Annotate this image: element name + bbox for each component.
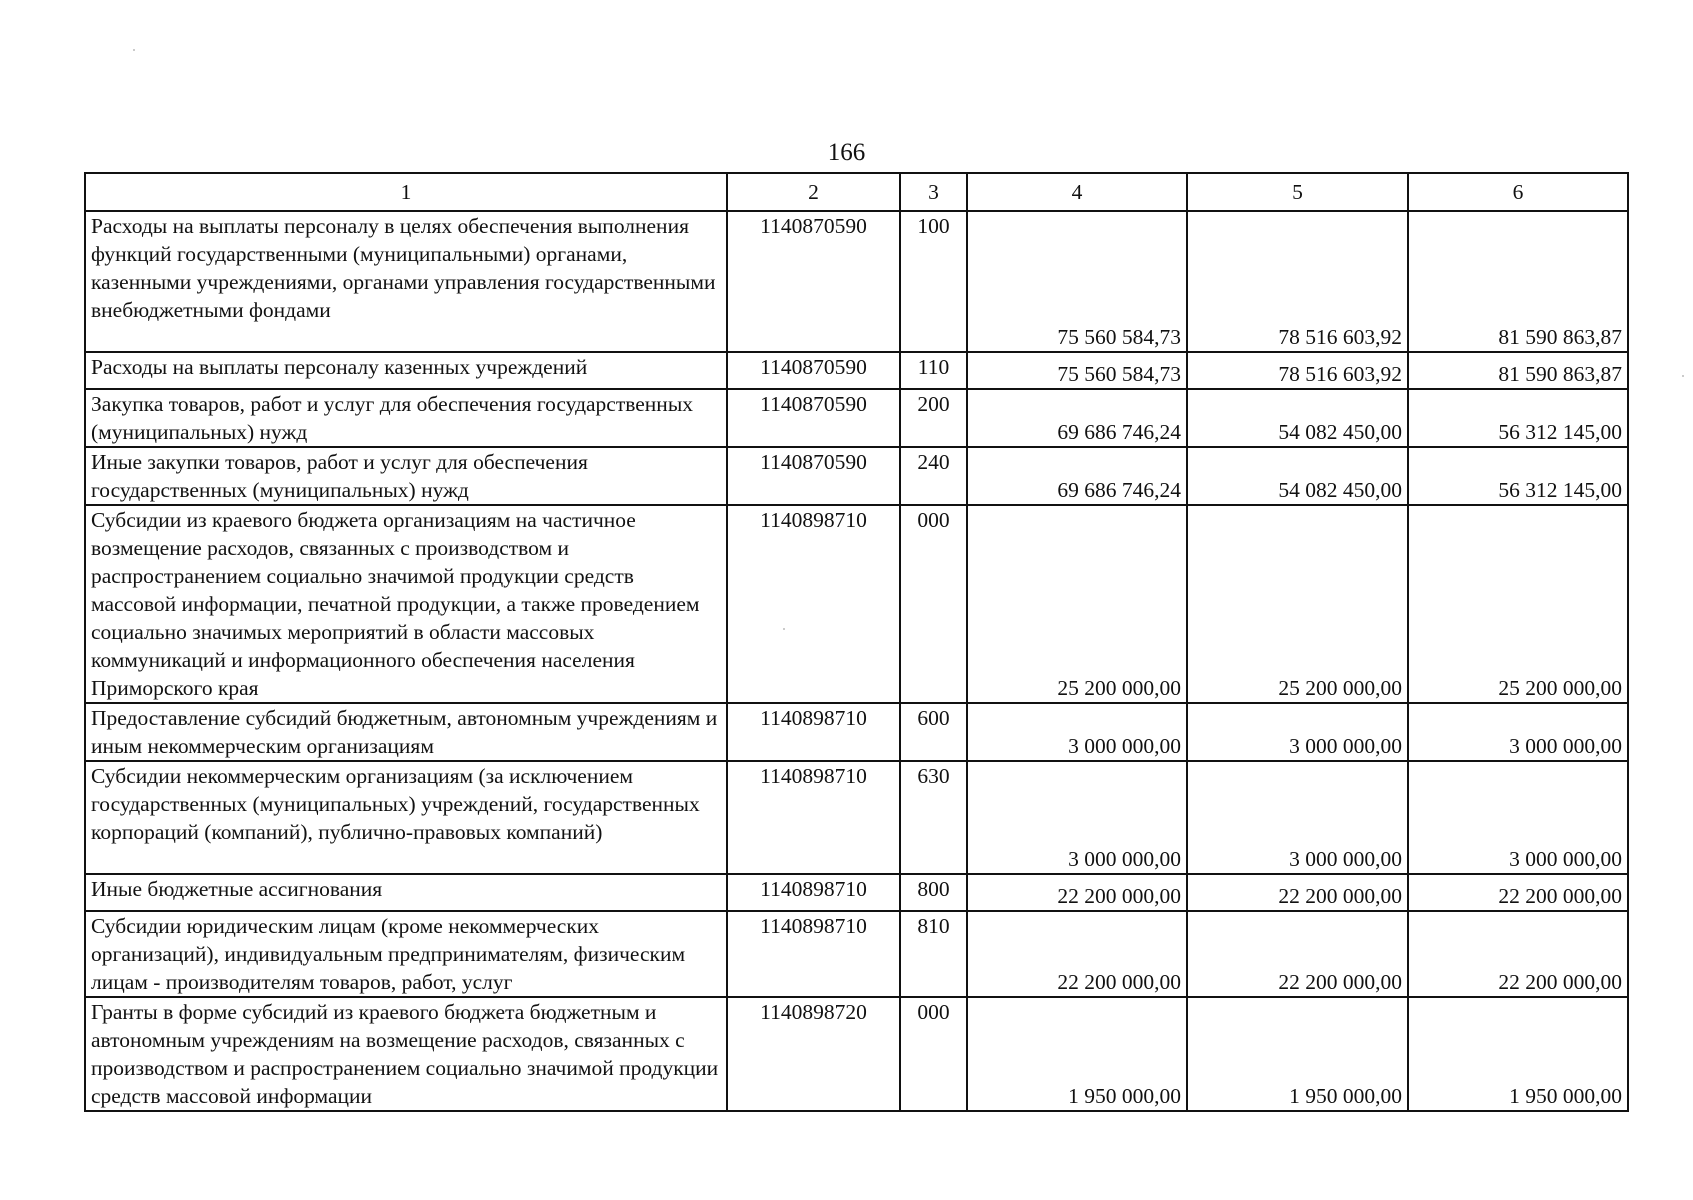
- expense-name-cell: Закупка товаров, работ и услуг для обеспечения государственных (муниципальных) нужд: [85, 389, 727, 447]
- amount-col5-cell: 25 200 000,00: [1187, 505, 1408, 703]
- table-row: [85, 211, 1628, 352]
- expense-type-cell: 240: [900, 447, 967, 505]
- expense-type-cell: 200: [900, 389, 967, 447]
- amount-col6-cell: 22 200 000,00: [1408, 911, 1628, 997]
- amount-col6-cell: 3 000 000,00: [1408, 761, 1628, 874]
- expense-type-cell: 110: [900, 352, 967, 389]
- target-code-cell: 1140870590: [727, 389, 900, 447]
- table-header-row: [85, 173, 1628, 211]
- column-header: 2: [727, 173, 900, 211]
- page-number: 166: [827, 139, 866, 166]
- target-code-cell: 1140898710: [727, 703, 900, 761]
- table-row: [85, 703, 1628, 761]
- column-header: 1: [85, 173, 727, 211]
- amount-col5-cell: 54 082 450,00: [1187, 447, 1408, 505]
- expense-name-cell: Субсидии юридическим лицам (кроме некоммерческих организаций), индивидуальным предпринимателям, физическим лицам - производителям товаров, работ, услуг: [85, 911, 727, 997]
- target-code-cell: 1140870590: [727, 352, 900, 389]
- amount-col6-cell: 56 312 145,00: [1408, 447, 1628, 505]
- amount-col4-cell: 3 000 000,00: [967, 761, 1187, 874]
- amount-col5-cell: 54 082 450,00: [1187, 389, 1408, 447]
- amount-col6-cell: 81 590 863,87: [1408, 352, 1628, 389]
- target-code-cell: 1140870590: [727, 447, 900, 505]
- table-row: [85, 447, 1628, 505]
- expense-name-cell: Иные бюджетные ассигнования: [85, 874, 727, 911]
- amount-col5-cell: 1 950 000,00: [1187, 997, 1408, 1111]
- expense-type-cell: 810: [900, 911, 967, 997]
- expense-name-cell: Субсидии некоммерческим организациям (за исключением государственных (муниципальных) учреждений, государственных корпораций (компаний), публично-правовых компаний): [85, 761, 727, 874]
- expense-name-cell: Субсидии из краевого бюджета организациям на частичное возмещение расходов, связанных с производством и распространением социально значимой продукции средств массовой информации, печатной продукции, а также проведением социально значимых мероприятий в области массовых коммуникаций и информационного обеспечения населения Приморского края: [85, 505, 727, 703]
- expense-name-cell: Расходы на выплаты персоналу казенных учреждений: [85, 352, 727, 389]
- expense-type-cell: 000: [900, 997, 967, 1111]
- amount-col6-cell: 25 200 000,00: [1408, 505, 1628, 703]
- amount-col5-cell: 78 516 603,92: [1187, 352, 1408, 389]
- column-header: 6: [1408, 173, 1628, 211]
- expense-name-cell: Иные закупки товаров, работ и услуг для обеспечения государственных (муниципальных) нужд: [85, 447, 727, 505]
- budget-table: [84, 172, 1629, 1112]
- amount-col5-cell: 78 516 603,92: [1187, 211, 1408, 352]
- table-row: [85, 761, 1628, 874]
- expense-type-cell: 100: [900, 211, 967, 352]
- amount-col4-cell: 75 560 584,73: [967, 211, 1187, 352]
- amount-col5-cell: 22 200 000,00: [1187, 911, 1408, 997]
- amount-col6-cell: 3 000 000,00: [1408, 703, 1628, 761]
- target-code-cell: 1140898710: [727, 761, 900, 874]
- amount-col6-cell: 81 590 863,87: [1408, 211, 1628, 352]
- amount-col4-cell: 22 200 000,00: [967, 874, 1187, 911]
- amount-col5-cell: 22 200 000,00: [1187, 874, 1408, 911]
- target-code-cell: 1140870590: [727, 211, 900, 352]
- amount-col4-cell: 25 200 000,00: [967, 505, 1187, 703]
- column-header: 5: [1187, 173, 1408, 211]
- amount-col4-cell: 22 200 000,00: [967, 911, 1187, 997]
- target-code-cell: 1140898710: [727, 505, 900, 703]
- amount-col6-cell: 22 200 000,00: [1408, 874, 1628, 911]
- expense-name-cell: Гранты в форме субсидий из краевого бюджета бюджетным и автономным учреждениям на возмещение расходов, связанных с производством и распространением социально значимой продукции средств массовой информации: [85, 997, 727, 1111]
- column-header: 4: [967, 173, 1187, 211]
- amount-col5-cell: 3 000 000,00: [1187, 703, 1408, 761]
- amount-col4-cell: 3 000 000,00: [967, 703, 1187, 761]
- table-row: [85, 874, 1628, 911]
- table-row: [85, 505, 1628, 703]
- table-row: [85, 389, 1628, 447]
- table-row: [85, 911, 1628, 997]
- expense-name-cell: Расходы на выплаты персоналу в целях обеспечения выполнения функций государственными (муниципальными) органами, казенными учреждениями, органами управления государственными внебюджетными фондами: [85, 211, 727, 352]
- amount-col6-cell: 56 312 145,00: [1408, 389, 1628, 447]
- amount-col4-cell: 1 950 000,00: [967, 997, 1187, 1111]
- amount-col6-cell: 1 950 000,00: [1408, 997, 1628, 1111]
- amount-col4-cell: 69 686 746,24: [967, 389, 1187, 447]
- expense-type-cell: 800: [900, 874, 967, 911]
- table-row: [85, 352, 1628, 389]
- table-row: [85, 997, 1628, 1111]
- scan-speck: [133, 49, 135, 51]
- target-code-cell: 1140898720: [727, 997, 900, 1111]
- expense-name-cell: Предоставление субсидий бюджетным, автономным учреждениям и иным некоммерческим организациям: [85, 703, 727, 761]
- target-code-cell: 1140898710: [727, 911, 900, 997]
- scan-speck: [1682, 375, 1684, 377]
- expense-type-cell: 630: [900, 761, 967, 874]
- expense-type-cell: 600: [900, 703, 967, 761]
- expense-type-cell: 000: [900, 505, 967, 703]
- amount-col4-cell: 69 686 746,24: [967, 447, 1187, 505]
- column-header: 3: [900, 173, 967, 211]
- target-code-cell: 1140898710: [727, 874, 900, 911]
- scan-speck: [783, 628, 785, 630]
- amount-col4-cell: 75 560 584,73: [967, 352, 1187, 389]
- amount-col5-cell: 3 000 000,00: [1187, 761, 1408, 874]
